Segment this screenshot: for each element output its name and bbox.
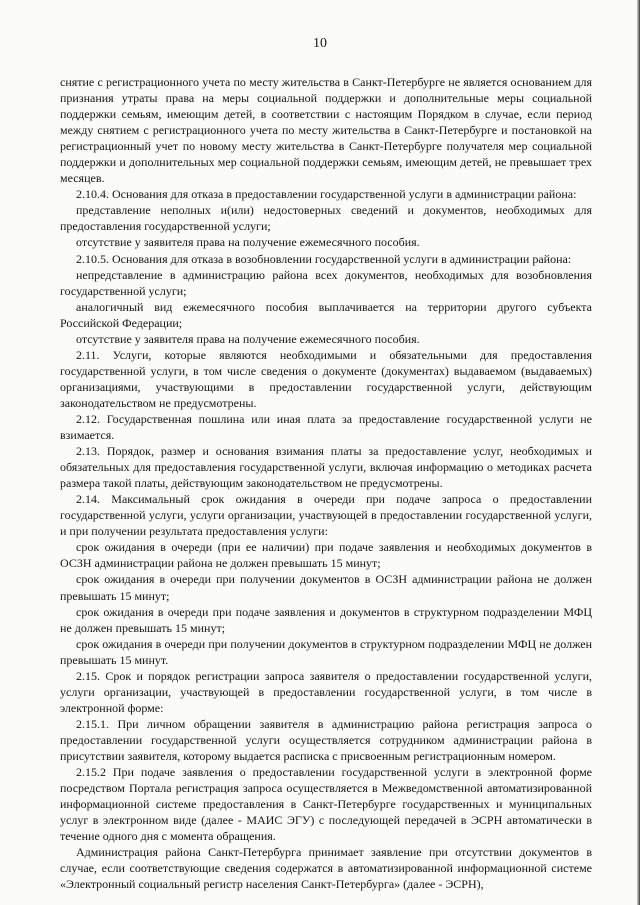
paragraph: 2.10.4. Основания для отказа в предоставлении государственной услуги в администрации района: xyxy=(76,187,577,202)
paragraph: представление неполных и(или) недостоверных сведений и документов, необходимых для предоставления государственной услуги; xyxy=(60,203,592,234)
paragraph: 2.15.1. При личном обращении заявителя в администрацию района регистрация запроса о предоставлении государственной услуги осуществляется сотрудником администрации района в присутствии заявителя, которому выдается расписка с присвоенным регистрационным номером. xyxy=(60,716,592,763)
document-body xyxy=(60,74,592,892)
page-number: 10 xyxy=(313,36,327,51)
paragraph: срок ожидания в очереди при получении документов в ОСЗН администрации района не должен превышать 15 минут; xyxy=(60,572,592,603)
paragraph: срок ожидания в очереди при получении документов в структурном подразделении МФЦ не должен превышать 15 минут. xyxy=(60,636,592,667)
paragraph: 2.10.5. Основания для отказа в возобновлении государственной услуги в администрации района: xyxy=(76,251,572,266)
paragraph: срок ожидания в очереди при подаче заявления и документов в структурном подразделении МФЦ не должен превышать 15 минут; xyxy=(60,604,592,635)
paragraph: 2.15. Срок и порядок регистрации запроса заявителя о предоставлении государственной услуги, услуги организации, участвующей в предоставлении государственной услуги, в том числе в электронной форме: xyxy=(60,668,592,715)
paragraph: аналогичный вид ежемесячного пособия выплачивается на территории другого субъекта Российской Федерации; xyxy=(60,299,592,330)
paragraph: Администрация района Санкт-Петербурга принимает заявление при отсутствии документов в случае, если соответствующие сведения содержатся в автоматизированной информационной системе «Электронный социальный регистр населения Санкт-Петербурга» (далее - ЭСРН), xyxy=(60,845,592,892)
paragraph: срок ожидания в очереди (при ее наличии) при подаче заявления и необходимых документов в ОСЗН администрации района не должен превышать 15 минут; xyxy=(60,540,592,571)
paragraph: снятие с регистрационного учета по месту жительства в Санкт-Петербурге не является основанием для признания утраты права на меры социальной поддержки и дополнительные меры социальной поддержки семьям, имеющим детей, в соответствии с настоящим Порядком в случае, если период между снятием с регистрационного учета по месту жительства в Санкт-Петербурге и постановкой на регистрационный учет по новому месту жительства в Санкт-Петербурге получателя мер социальной поддержки и дополнительных мер социальной поддержки семьям, имеющим детей, не превышает трех месяцев. xyxy=(60,75,592,186)
paragraph: 2.11. Услуги, которые являются необходимыми и обязательными для предоставления государственной услуги, в том числе сведения о документе (документах) выдаваемом (выдаваемых) организациями, участвующими в предоставлении государственной услуги, действующим законодательством не предусмотрены. xyxy=(60,347,592,410)
paragraph: непредставление в администрацию района всех документов, необходимых для возобновления государственной услуги; xyxy=(60,267,592,298)
paragraph: 2.13. Порядок, размер и основания взимания платы за предоставление услуг, необходимых и обязательных для предоставления государственной услуги, включая информацию о методиках расчета размера такой платы, действующим законодательством не предусмотрены. xyxy=(60,444,592,491)
paragraph: 2.12. Государственная пошлина или иная плата за предоставление государственной услуги не взимается. xyxy=(60,411,592,443)
paragraph: 2.15.2 При подаче заявления о предоставлении государственной услуги в электронной форме посредством Портала регистрация запроса осуществляется в Межведомственной автоматизированной информационной системе предоставления в Санкт-Петербурге государственных и муниципальных услуг в электронном виде (далее - МАИС ЭГУ) с последующей передачей в ЭСРН автоматически в течение одного дня с момента обращения. xyxy=(60,765,592,844)
paragraph: отсутствие у заявителя права на получение ежемесячного пособия. xyxy=(76,235,420,250)
paragraph: отсутствие у заявителя права на получение ежемесячного пособия. xyxy=(76,331,420,346)
paragraph: 2.14. Максимальный срок ожидания в очереди при подаче запроса о предоставлении государственной услуги, услуги организации, участвующей в предоставлении государственной услуги, и при получении результата предоставления услуги: xyxy=(60,492,592,539)
